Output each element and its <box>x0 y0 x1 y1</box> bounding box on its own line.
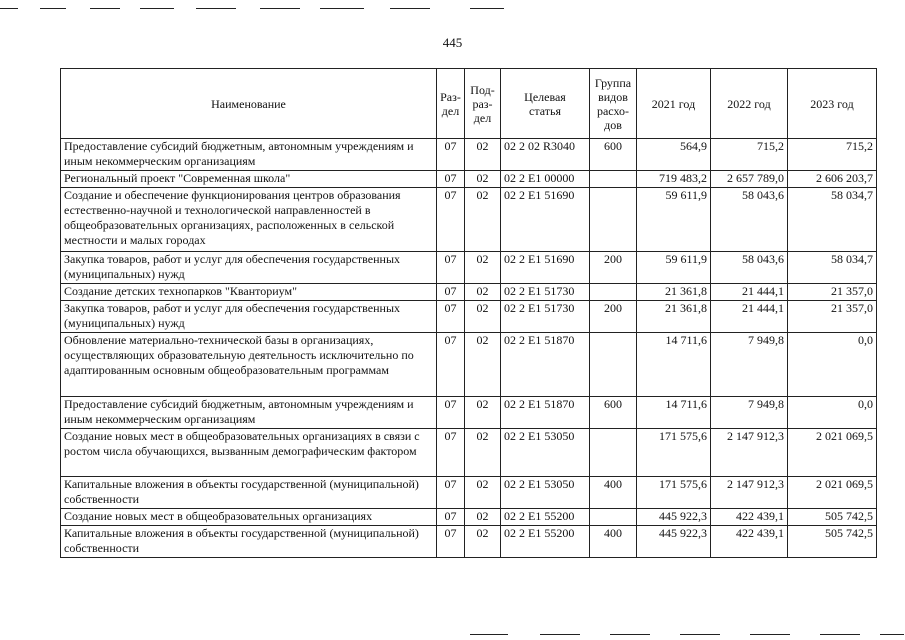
row-2021: 564,9 <box>637 139 711 171</box>
header-target: Целевая статья <box>501 69 590 139</box>
row-2021: 171 575,6 <box>637 429 711 477</box>
row-section: 07 <box>437 252 465 284</box>
row-target: 02 2 Е1 53050 <box>501 477 590 509</box>
row-2021: 21 361,8 <box>637 284 711 301</box>
row-section: 07 <box>437 429 465 477</box>
row-group: 400 <box>590 477 637 509</box>
row-2023: 505 742,5 <box>788 526 877 558</box>
header-2023: 2023 год <box>788 69 877 139</box>
row-group: 200 <box>590 252 637 284</box>
row-section: 07 <box>437 526 465 558</box>
row-2022: 715,2 <box>711 139 788 171</box>
row-2023: 715,2 <box>788 139 877 171</box>
row-2021: 59 611,9 <box>637 252 711 284</box>
table-row <box>61 139 877 171</box>
row-name: Капитальные вложения в объекты государственной (муниципальной) собственности <box>61 477 437 509</box>
row-subsection: 02 <box>465 397 501 429</box>
row-2023: 58 034,7 <box>788 252 877 284</box>
row-2022: 58 043,6 <box>711 252 788 284</box>
row-2023: 0,0 <box>788 333 877 397</box>
row-2023: 58 034,7 <box>788 188 877 252</box>
row-target: 02 2 Е1 51730 <box>501 301 590 333</box>
page-number: 445 <box>442 35 463 50</box>
row-2021: 14 711,6 <box>637 333 711 397</box>
header-name: Наименование <box>61 69 437 139</box>
row-section: 07 <box>437 509 465 526</box>
row-2023: 505 742,5 <box>788 509 877 526</box>
budget-table <box>60 68 877 558</box>
row-2023: 2 606 203,7 <box>788 171 877 188</box>
header-subsection: Под- раз- дел <box>465 69 501 139</box>
row-2022: 58 043,6 <box>711 188 788 252</box>
row-2023: 21 357,0 <box>788 284 877 301</box>
header-2021: 2021 год <box>637 69 711 139</box>
row-section: 07 <box>437 284 465 301</box>
row-section: 07 <box>437 188 465 252</box>
table-row <box>61 301 877 333</box>
row-2022: 21 444,1 <box>711 301 788 333</box>
row-section: 07 <box>437 477 465 509</box>
row-2021: 59 611,9 <box>637 188 711 252</box>
row-subsection: 02 <box>465 188 501 252</box>
row-group <box>590 284 637 301</box>
table-row <box>61 171 877 188</box>
row-name: Создание и обеспечение функционирования центров образования естественно-научной и технологической направленностей в общеобразовательных организациях, расположенных в сельской местности и малых городах <box>61 188 437 252</box>
table-row <box>61 509 877 526</box>
row-name: Региональный проект "Современная школа" <box>61 171 437 188</box>
row-group <box>590 333 637 397</box>
row-section: 07 <box>437 171 465 188</box>
row-target: 02 2 Е1 55200 <box>501 509 590 526</box>
row-2022: 2 147 912,3 <box>711 477 788 509</box>
table-row <box>61 477 877 509</box>
row-2022: 7 949,8 <box>711 397 788 429</box>
table-row <box>61 526 877 558</box>
row-name: Создание детских технопарков "Кванториум" <box>61 284 437 301</box>
table-row <box>61 284 877 301</box>
row-subsection: 02 <box>465 477 501 509</box>
row-name: Капитальные вложения в объекты государственной (муниципальной) собственности <box>61 526 437 558</box>
row-2023: 2 021 069,5 <box>788 429 877 477</box>
row-2022: 422 439,1 <box>711 526 788 558</box>
row-2021: 14 711,6 <box>637 397 711 429</box>
row-name: Предоставление субсидий бюджетным, автономным учреждениям и иным некоммерческим организациям <box>61 397 437 429</box>
row-2022: 422 439,1 <box>711 509 788 526</box>
row-target: 02 2 Е1 51690 <box>501 188 590 252</box>
table-row <box>61 188 877 252</box>
row-target: 02 2 Е1 00000 <box>501 171 590 188</box>
row-group <box>590 171 637 188</box>
row-2021: 719 483,2 <box>637 171 711 188</box>
row-target: 02 2 Е1 51690 <box>501 252 590 284</box>
row-target: 02 2 Е1 51730 <box>501 284 590 301</box>
row-target: 02 2 Е1 53050 <box>501 429 590 477</box>
table-row <box>61 397 877 429</box>
row-group <box>590 429 637 477</box>
row-subsection: 02 <box>465 301 501 333</box>
row-2023: 2 021 069,5 <box>788 477 877 509</box>
row-subsection: 02 <box>465 284 501 301</box>
row-subsection: 02 <box>465 509 501 526</box>
row-2022: 2 657 789,0 <box>711 171 788 188</box>
row-name: Обновление материально-технической базы в организациях, осуществляющих образовательную деятельность исключительно по адаптированным основным общеобразовательным программам <box>61 333 437 397</box>
row-name: Закупка товаров, работ и услуг для обеспечения государственных (муниципальных) нужд <box>61 301 437 333</box>
row-2023: 0,0 <box>788 397 877 429</box>
row-section: 07 <box>437 301 465 333</box>
row-target: 02 2 Е1 51870 <box>501 333 590 397</box>
row-name: Создание новых мест в общеобразовательных организациях в связи с ростом числа обучающихся, вызванным демографическим фактором <box>61 429 437 477</box>
row-group: 600 <box>590 139 637 171</box>
header-2022: 2022 год <box>711 69 788 139</box>
row-group <box>590 188 637 252</box>
bottom-border-lines <box>0 628 905 640</box>
row-2022: 2 147 912,3 <box>711 429 788 477</box>
table-header-row <box>61 69 877 139</box>
row-subsection: 02 <box>465 429 501 477</box>
row-2021: 445 922,3 <box>637 526 711 558</box>
row-name: Создание новых мест в общеобразовательных организациях <box>61 509 437 526</box>
row-section: 07 <box>437 397 465 429</box>
row-2021: 171 575,6 <box>637 477 711 509</box>
row-2021: 21 361,8 <box>637 301 711 333</box>
row-target: 02 2 Е1 55200 <box>501 526 590 558</box>
row-2022: 7 949,8 <box>711 333 788 397</box>
row-name: Предоставление субсидий бюджетным, автономным учреждениям и иным некоммерческим организациям <box>61 139 437 171</box>
row-subsection: 02 <box>465 171 501 188</box>
row-target: 02 2 Е1 51870 <box>501 397 590 429</box>
top-border-lines <box>0 2 905 14</box>
row-group <box>590 509 637 526</box>
row-name: Закупка товаров, работ и услуг для обеспечения государственных (муниципальных) нужд <box>61 252 437 284</box>
table-row <box>61 429 877 477</box>
row-group: 200 <box>590 301 637 333</box>
row-section: 07 <box>437 333 465 397</box>
header-section: Раз- дел <box>437 69 465 139</box>
row-subsection: 02 <box>465 333 501 397</box>
row-2023: 21 357,0 <box>788 301 877 333</box>
row-group: 600 <box>590 397 637 429</box>
row-target: 02 2 02 R3040 <box>501 139 590 171</box>
row-subsection: 02 <box>465 526 501 558</box>
table-row <box>61 252 877 284</box>
row-subsection: 02 <box>465 139 501 171</box>
row-group: 400 <box>590 526 637 558</box>
row-subsection: 02 <box>465 252 501 284</box>
row-2021: 445 922,3 <box>637 509 711 526</box>
table-row <box>61 333 877 397</box>
row-2022: 21 444,1 <box>711 284 788 301</box>
header-group: Группа видов расхо- дов <box>590 69 637 139</box>
row-section: 07 <box>437 139 465 171</box>
